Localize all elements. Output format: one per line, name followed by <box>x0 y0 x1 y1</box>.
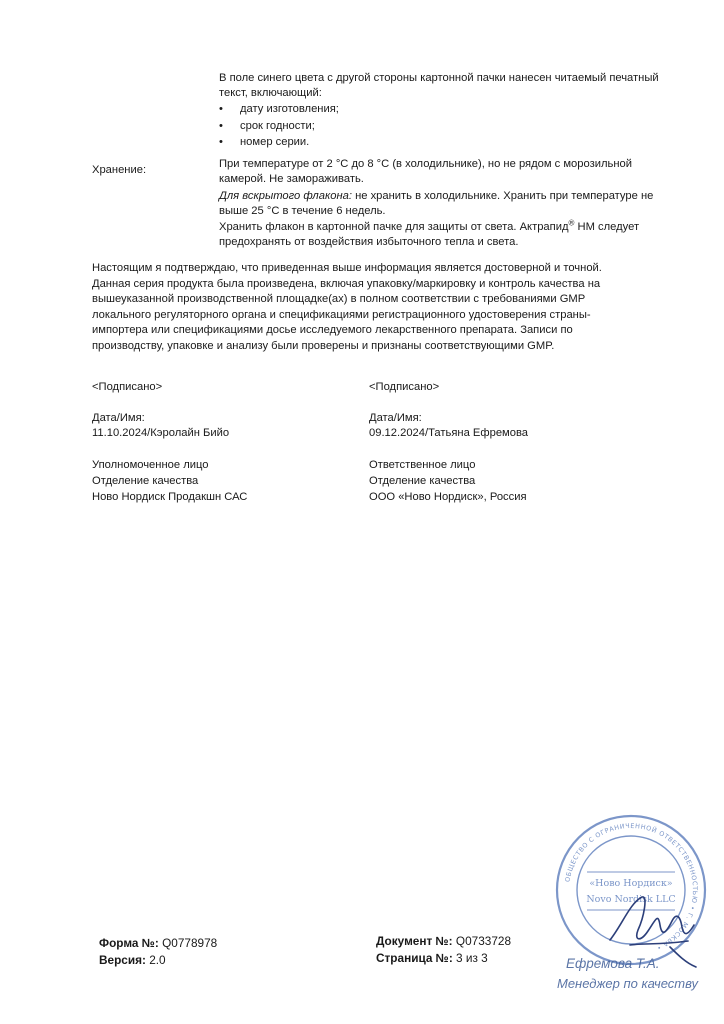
signer-role: Ответственное лицо <box>369 459 476 471</box>
storage-section <box>219 157 659 250</box>
list-item: • срок годности; <box>219 119 659 134</box>
date-label: Дата/Имя: <box>369 412 422 424</box>
date-label: Дата/Имя: <box>92 412 145 424</box>
storage-label: Хранение: <box>92 164 147 176</box>
footer-left <box>99 935 217 969</box>
signature-left <box>92 380 332 505</box>
packaging-section <box>219 71 659 150</box>
stamp-center-en: Novo Nordisk LLC <box>586 894 676 905</box>
list-item: • номер серии. <box>219 135 659 150</box>
signer-handwritten-title: Менеджер по качеству <box>557 976 698 991</box>
date-name: 09.12.2024/Татьяна Ефремова <box>369 427 528 439</box>
storage-opened-text: не хранить в холодильнике. Хранить при температуре не выше 25 °C в течение 6 недель. <box>219 190 654 217</box>
packaging-list <box>219 102 659 150</box>
storage-light: Хранить флакон в картонной пачке для защиты от света. Актрапид® НМ следует предохранять от воздействия избыточного тепла и света. <box>219 218 640 248</box>
list-item: • дату изготовления; <box>219 102 659 117</box>
signer-department: Отделение качества <box>369 475 476 487</box>
signed-marker: <Подписано> <box>92 381 163 393</box>
page-number: Страница №: 3 из 3 <box>376 951 488 965</box>
signer-handwritten-name: Ефремова Т.А. <box>566 956 660 971</box>
footer-right <box>376 933 511 967</box>
version: Версия: 2.0 <box>99 953 166 967</box>
document-number: Документ №: Q0733728 <box>376 934 512 948</box>
registered-mark: ® <box>568 218 575 228</box>
signature-right <box>369 380 629 505</box>
form-number: Форма №: Q0778978 <box>99 936 218 950</box>
storage-conditions: При температуре от 2 °C до 8 °C (в холодильнике), но не рядом с морозильной камерой. Не замораживать. <box>219 158 632 185</box>
signer-company: Ново Нордиск Продакшн САС <box>92 491 248 503</box>
signer-role: Уполномоченное лицо <box>92 459 209 471</box>
signer-department: Отделение качества <box>92 475 199 487</box>
signed-marker: <Подписано> <box>369 381 440 393</box>
date-name: 11.10.2024/Кэролайн Бийо <box>92 427 230 439</box>
stamp-ring-text: ОБЩЕСТВО С ОГРАНИЧЕННОЙ ОТВЕТСТВЕННОСТЬЮ • Г. МОСКВА • <box>563 821 700 953</box>
declaration: Настоящим я подтверждаю, что приведенная выше информация является достоверной и точной. Данная серия продукта была произведена, включая упаковку/маркировку и контроль качества на вышеуказанной производственной площадке(ах) в полном соответствии с требованиями GMP локального регуляторного органа и спецификациями регистрационного удостоверения страны-импортера или спецификациями досье исследуемого лекарственного препарата. Записи по производству, упаковке и анализу были проверены и признаны соответствующими GMP. <box>92 262 602 352</box>
packaging-intro: В поле синего цвета с другой стороны картонной пачки нанесен читаемый печатный текст, включающий: <box>219 72 659 99</box>
signer-company: ООО «Ново Нордиск», Россия <box>369 491 527 503</box>
storage-opened <box>219 189 659 219</box>
storage-opened-label: Для вскрытого флакона: <box>219 190 352 202</box>
stamp-center-ru: «Ново Нордиск» <box>589 878 673 889</box>
